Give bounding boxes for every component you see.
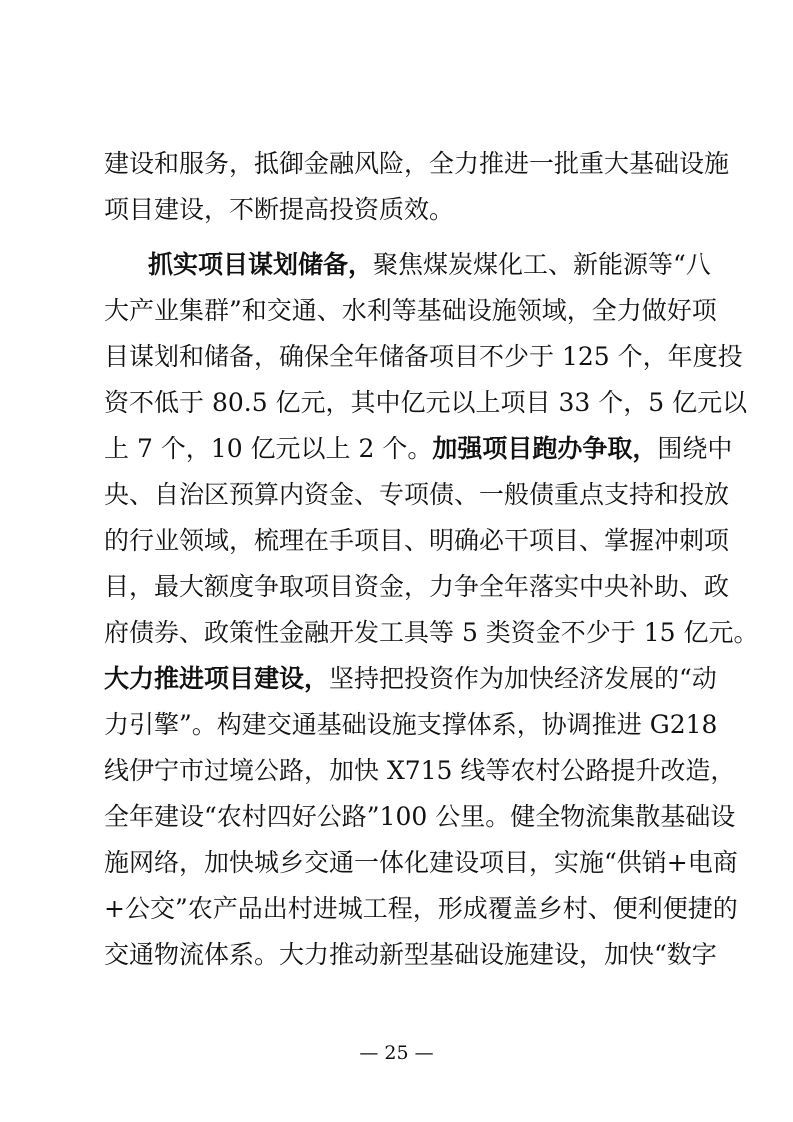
text-line (104, 564, 730, 610)
text-line (104, 334, 743, 380)
body-text-segment: 项目建设，不断提高投资质效。 (104, 195, 455, 224)
text-line (104, 518, 730, 564)
text-line (104, 932, 717, 978)
body-text-segment: 府债券、政策性金融开发工具等 5 类资金不少于 15 亿元。 (104, 618, 759, 647)
bold-heading-text: 加强项目跑办争取， (432, 434, 658, 463)
text-line (104, 748, 736, 794)
body-text-segment: 资不低于 80.5 亿元，其中亿元以上项目 33 个，5 亿元以 (104, 388, 748, 417)
body-text-segment: 围绕中 (657, 434, 733, 463)
text-line (104, 840, 738, 886)
text-line (104, 702, 718, 748)
text-line (104, 656, 717, 702)
text-line (104, 187, 694, 233)
bold-heading-text: 大力推进项目建设， (104, 664, 330, 693)
text-line (104, 288, 717, 334)
text-line (104, 380, 748, 426)
body-text-segment: 聚焦煤炭煤化工、新能源等“八 (373, 250, 711, 279)
body-text-segment: 坚持把投资作为加快经济发展的“动 (329, 664, 717, 693)
bold-heading-text: 抓实项目谋划储备， (148, 250, 374, 279)
body-text-segment: 央、自治区预算内资金、专项债、一般债重点支持和投放 (104, 480, 730, 509)
text-line (104, 141, 730, 187)
text-line (104, 886, 738, 932)
text-line (104, 794, 736, 840)
text-line (104, 426, 733, 472)
body-text-segment: 力引擎”。构建交通基础设施支撑体系，协调推进 G218 (104, 710, 718, 739)
body-text-segment: 目，最大额度争取项目资金，力争全年落实中央补助、政 (104, 572, 730, 601)
body-text-segment: 目谋划和储备，确保全年储备项目不少于 125 个，年度投 (104, 342, 743, 371)
body-text-segment: 建设和服务，抵御金融风险，全力推进一批重大基础设施 (104, 149, 730, 178)
text-line (104, 610, 759, 656)
body-text-segment: 全年建设“农村四好公路”100 公里。健全物流集散基础设 (104, 802, 736, 831)
body-text-segment: 上 7 个，10 亿元以上 2 个。 (104, 434, 433, 463)
body-text-segment: 的行业领域，梳理在手项目、明确必干项目、掌握冲刺项 (104, 526, 730, 555)
body-text-segment: +公交”农产品出村进城工程，形成覆盖乡村、便利便捷的 (104, 894, 738, 923)
body-text-segment: 线伊宁市过境公路，加快 X715 线等农村公路提升改造， (104, 756, 736, 785)
body-text-segment: 大产业集群”和交通、水利等基础设施领域，全力做好项 (104, 296, 717, 325)
page-number: — 25 — (359, 1042, 434, 1064)
body-text-segment: 施网络，加快城乡交通一体化建设项目，实施“供销+电商 (104, 848, 738, 877)
text-line (148, 242, 711, 288)
body-text-segment: 交通物流体系。大力推动新型基础设施建设，加快“数字 (104, 940, 717, 969)
text-line (104, 472, 730, 518)
